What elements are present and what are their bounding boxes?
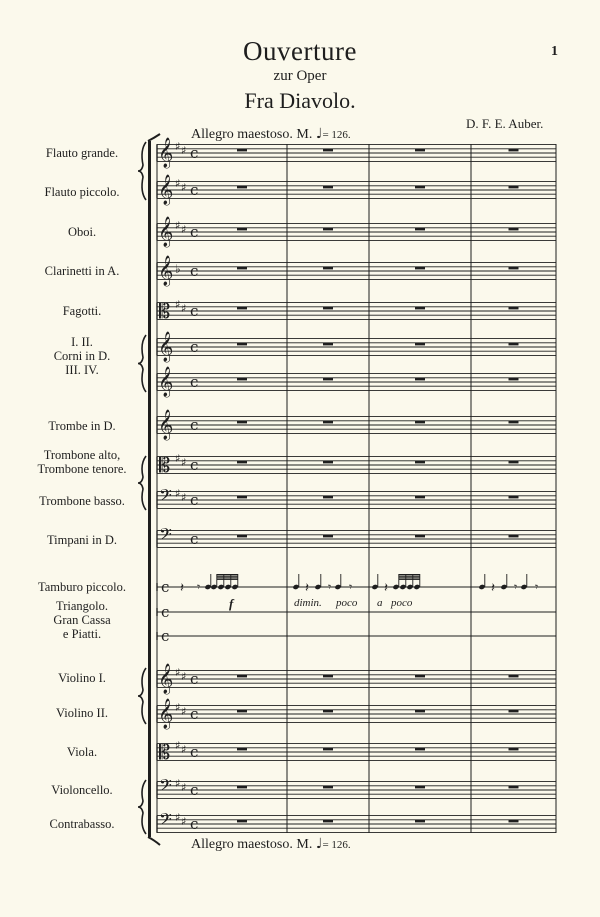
time-signature: c <box>161 603 170 621</box>
alto-clef-icon: 𝄡 <box>159 453 171 477</box>
instrument-label-line: Trombone basso. <box>39 494 125 508</box>
instrument-label <box>18 335 146 377</box>
composer-name: D. F. E. Auber. <box>466 116 544 131</box>
time-signature: c <box>190 670 199 688</box>
whole-rest <box>323 186 333 189</box>
instrument-label <box>18 419 146 433</box>
system-bracket <box>148 141 151 837</box>
sharp-icon: ♯ <box>175 219 181 232</box>
whole-rest <box>509 675 519 678</box>
staff-row <box>157 409 556 441</box>
whole-rest <box>415 461 425 464</box>
beam <box>217 578 238 580</box>
page-title: Ouverture <box>243 36 357 66</box>
instrument-label-line: Violoncello. <box>51 783 113 797</box>
time-signature: c <box>161 627 170 645</box>
time-signature: c <box>190 144 199 162</box>
whole-rest <box>415 786 425 789</box>
whole-rest <box>415 186 425 189</box>
whole-rest <box>509 461 519 464</box>
whole-rest <box>509 343 519 346</box>
bass-clef-icon: 𝄢 <box>159 809 172 833</box>
tempo-text: Allegro maestoso. M. <box>191 837 313 852</box>
dynamic-poco-1: poco <box>336 597 358 609</box>
whole-rest <box>415 149 425 152</box>
staff-row <box>157 775 556 799</box>
whole-rest <box>237 820 247 823</box>
instrument-label-line: Corni in D. <box>53 349 111 363</box>
time-signature: c <box>190 815 199 833</box>
metronome-value: = 126. <box>322 839 351 851</box>
time-signature: c <box>190 302 199 320</box>
staff-row <box>157 366 556 398</box>
instrument-label <box>18 599 146 641</box>
dynamic-dimin: dimin. <box>294 597 322 609</box>
treble-clef-icon: 𝄞 <box>158 138 174 168</box>
sharp-icon: ♯ <box>181 456 187 469</box>
beam <box>399 576 420 578</box>
whole-rest <box>237 748 247 751</box>
whole-rest <box>415 820 425 823</box>
treble-clef-icon: 𝄞 <box>158 332 174 362</box>
sharp-icon: ♯ <box>175 777 181 790</box>
whole-rest <box>509 748 519 751</box>
staff-row <box>157 137 556 169</box>
whole-rest <box>415 535 425 538</box>
treble-clef-icon: 𝄞 <box>158 217 174 247</box>
staff-row <box>157 331 556 363</box>
treble-clef-icon: 𝄞 <box>158 664 174 694</box>
sharp-icon: ♯ <box>181 181 187 194</box>
staff-row <box>157 739 556 764</box>
tempo-marking-bottom <box>191 836 351 853</box>
whole-rest <box>415 710 425 713</box>
sharp-icon: ♯ <box>181 491 187 504</box>
time-signature: c <box>161 578 170 596</box>
whole-rest <box>509 710 519 713</box>
treble-clef-icon: 𝄞 <box>158 699 174 729</box>
flat-icon: ♭ <box>175 262 181 276</box>
instrument-label <box>18 494 146 508</box>
quarter-rest-icon: 𝄽 <box>491 581 495 596</box>
whole-rest <box>237 786 247 789</box>
whole-rest <box>323 343 333 346</box>
tenor-clef-icon: 𝄡 <box>159 299 171 323</box>
whole-rest <box>323 710 333 713</box>
instrument-label-line: I. II. <box>71 335 93 349</box>
sharp-icon: ♯ <box>175 140 181 153</box>
whole-rest <box>415 496 425 499</box>
whole-rest <box>323 748 333 751</box>
time-signature: c <box>190 530 199 548</box>
eighth-rest-icon: 𝄾 <box>535 580 539 594</box>
page-number: 1 <box>551 44 558 59</box>
whole-rest <box>509 535 519 538</box>
instrument-label-line: Oboi. <box>67 225 97 239</box>
whole-rest <box>323 378 333 381</box>
instrument-label-line: Trombone alto, <box>43 448 121 462</box>
quarter-rest-icon: 𝄽 <box>305 581 309 596</box>
whole-rest <box>237 675 247 678</box>
instrument-label-line: Flauto piccolo. <box>44 185 120 199</box>
time-signature: c <box>190 743 199 761</box>
sharp-icon: ♯ <box>181 781 187 794</box>
whole-rest <box>509 786 519 789</box>
instrument-label <box>18 264 146 278</box>
staff-row <box>157 809 556 833</box>
whole-rest <box>509 228 519 231</box>
whole-rest <box>323 267 333 270</box>
whole-rest <box>415 267 425 270</box>
eighth-rest-icon: 𝄾 <box>349 580 353 594</box>
dynamic-poco-2: poco <box>391 597 413 609</box>
staff-row <box>157 485 556 509</box>
instrument-label <box>18 706 146 720</box>
whole-rest <box>237 535 247 538</box>
sharp-icon: ♯ <box>181 144 187 157</box>
instrument-label-line: e Piatti. <box>62 627 102 641</box>
sharp-icon: ♯ <box>181 223 187 236</box>
treble-clef-icon: 𝄞 <box>158 410 174 440</box>
instrument-label-line: Violino I. <box>58 671 106 685</box>
whole-rest <box>323 675 333 678</box>
instrument-label <box>18 225 146 239</box>
instrument-label-line: Violino II. <box>55 706 109 720</box>
instrument-label <box>18 580 146 594</box>
time-signature: c <box>190 705 199 723</box>
treble-clef-icon: 𝄞 <box>158 256 174 286</box>
whole-rest <box>237 496 247 499</box>
staff-row <box>157 452 556 477</box>
whole-rest <box>415 748 425 751</box>
staff-row <box>157 627 556 645</box>
staff-row <box>157 216 556 248</box>
sharp-icon: ♯ <box>175 452 181 465</box>
beam <box>399 574 420 576</box>
whole-rest <box>323 421 333 424</box>
instrument-label <box>18 185 146 199</box>
instrument-label-line: III. IV. <box>65 363 99 377</box>
beam <box>217 576 238 578</box>
whole-rest <box>237 149 247 152</box>
staff-row <box>157 698 556 730</box>
whole-rest <box>237 378 247 381</box>
whole-rest <box>415 421 425 424</box>
whole-rest <box>323 307 333 310</box>
sharp-icon: ♯ <box>181 670 187 683</box>
sharp-icon: ♯ <box>175 811 181 824</box>
time-signature: c <box>190 491 199 509</box>
sharp-icon: ♯ <box>175 298 181 311</box>
beam <box>399 578 420 580</box>
whole-rest <box>509 267 519 270</box>
whole-rest <box>237 228 247 231</box>
tempo-text: Allegro maestoso. M. <box>191 127 313 142</box>
time-signature: c <box>190 223 199 241</box>
whole-rest <box>323 786 333 789</box>
bass-clef-icon: 𝄢 <box>159 775 172 799</box>
tamburo-rhythm <box>180 574 538 596</box>
time-signature: c <box>190 338 199 356</box>
time-signature: c <box>190 262 199 280</box>
instrument-label-line: Clarinetti in A. <box>44 264 120 278</box>
sharp-icon: ♯ <box>175 701 181 714</box>
whole-rest <box>237 461 247 464</box>
quarter-rest-icon: 𝄽 <box>384 581 388 596</box>
whole-rest <box>509 421 519 424</box>
dynamic-forte: f <box>229 596 234 611</box>
time-signature: c <box>190 781 199 799</box>
quarter-note-icon: ♩ <box>315 836 323 852</box>
whole-rest <box>237 710 247 713</box>
whole-rest <box>509 378 519 381</box>
whole-rest <box>415 378 425 381</box>
whole-rest <box>323 149 333 152</box>
instrument-label <box>18 304 146 318</box>
alto-clef-icon: 𝄡 <box>159 740 171 764</box>
bass-clef-icon: 𝄢 <box>159 485 172 509</box>
instrument-label <box>18 533 146 547</box>
sharp-icon: ♯ <box>175 487 181 500</box>
instrument-label-line: Timpani in D. <box>46 533 118 547</box>
eighth-rest-icon: 𝄾 <box>197 580 201 594</box>
whole-rest <box>509 496 519 499</box>
sharp-icon: ♯ <box>175 739 181 752</box>
whole-rest <box>415 675 425 678</box>
instrument-label-line: Viola. <box>66 745 98 759</box>
instrument-label <box>18 146 146 160</box>
bracket-hook-bottom <box>148 837 160 845</box>
staff-row <box>157 255 556 287</box>
whole-rest <box>237 267 247 270</box>
whole-rest <box>237 186 247 189</box>
whole-rest <box>237 307 247 310</box>
quarter-rest-icon: 𝄽 <box>180 581 184 596</box>
instrument-label-line: Tamburo piccolo. <box>38 580 126 594</box>
time-signature: c <box>190 373 199 391</box>
instrument-label <box>18 448 146 476</box>
staff-row <box>157 298 556 323</box>
opera-title: Fra Diavolo. <box>244 88 356 113</box>
instrument-label-line: Contrabasso. <box>49 817 115 831</box>
whole-rest <box>237 343 247 346</box>
dynamic-a: a <box>377 597 383 609</box>
time-signature: c <box>190 181 199 199</box>
page-subtitle: zur Oper <box>273 68 327 84</box>
instrument-label-line: Fagotti. <box>62 304 102 318</box>
instrument-label <box>18 783 146 797</box>
whole-rest <box>509 186 519 189</box>
instrument-label-line: Trombone tenore. <box>37 462 127 476</box>
sharp-icon: ♯ <box>181 705 187 718</box>
instrument-label <box>18 671 146 685</box>
sharp-icon: ♯ <box>175 177 181 190</box>
treble-clef-icon: 𝄞 <box>158 175 174 205</box>
sharp-icon: ♯ <box>181 743 187 756</box>
whole-rest <box>415 307 425 310</box>
whole-rest <box>323 228 333 231</box>
staff-row <box>157 663 556 695</box>
whole-rest <box>415 343 425 346</box>
whole-rest <box>415 228 425 231</box>
sharp-icon: ♯ <box>175 666 181 679</box>
time-signature: c <box>190 456 199 474</box>
quarter-note-icon: ♩ <box>315 126 323 142</box>
bass-clef-icon: 𝄢 <box>159 524 172 548</box>
whole-rest <box>509 307 519 310</box>
treble-clef-icon: 𝄞 <box>158 367 174 397</box>
time-signature: c <box>190 416 199 434</box>
whole-rest <box>323 820 333 823</box>
instrument-label <box>18 817 146 831</box>
instrument-label-line: Gran Cassa <box>53 613 111 627</box>
whole-rest <box>237 421 247 424</box>
beam <box>217 574 238 576</box>
eighth-rest-icon: 𝄾 <box>514 580 518 594</box>
whole-rest <box>509 149 519 152</box>
whole-rest <box>323 461 333 464</box>
metronome-value: = 126. <box>322 129 351 141</box>
instrument-label <box>18 745 146 759</box>
instrument-label-line: Triangolo. <box>56 599 108 613</box>
whole-rest <box>323 535 333 538</box>
sharp-icon: ♯ <box>181 302 187 315</box>
staff-row <box>157 174 556 206</box>
instrument-label-line: Trombe in D. <box>48 419 116 433</box>
whole-rest <box>509 820 519 823</box>
sharp-icon: ♯ <box>181 815 187 828</box>
staff-row <box>157 524 556 548</box>
instrument-label-line: Flauto grande. <box>45 146 119 160</box>
whole-rest <box>323 496 333 499</box>
eighth-rest-icon: 𝄾 <box>328 580 332 594</box>
